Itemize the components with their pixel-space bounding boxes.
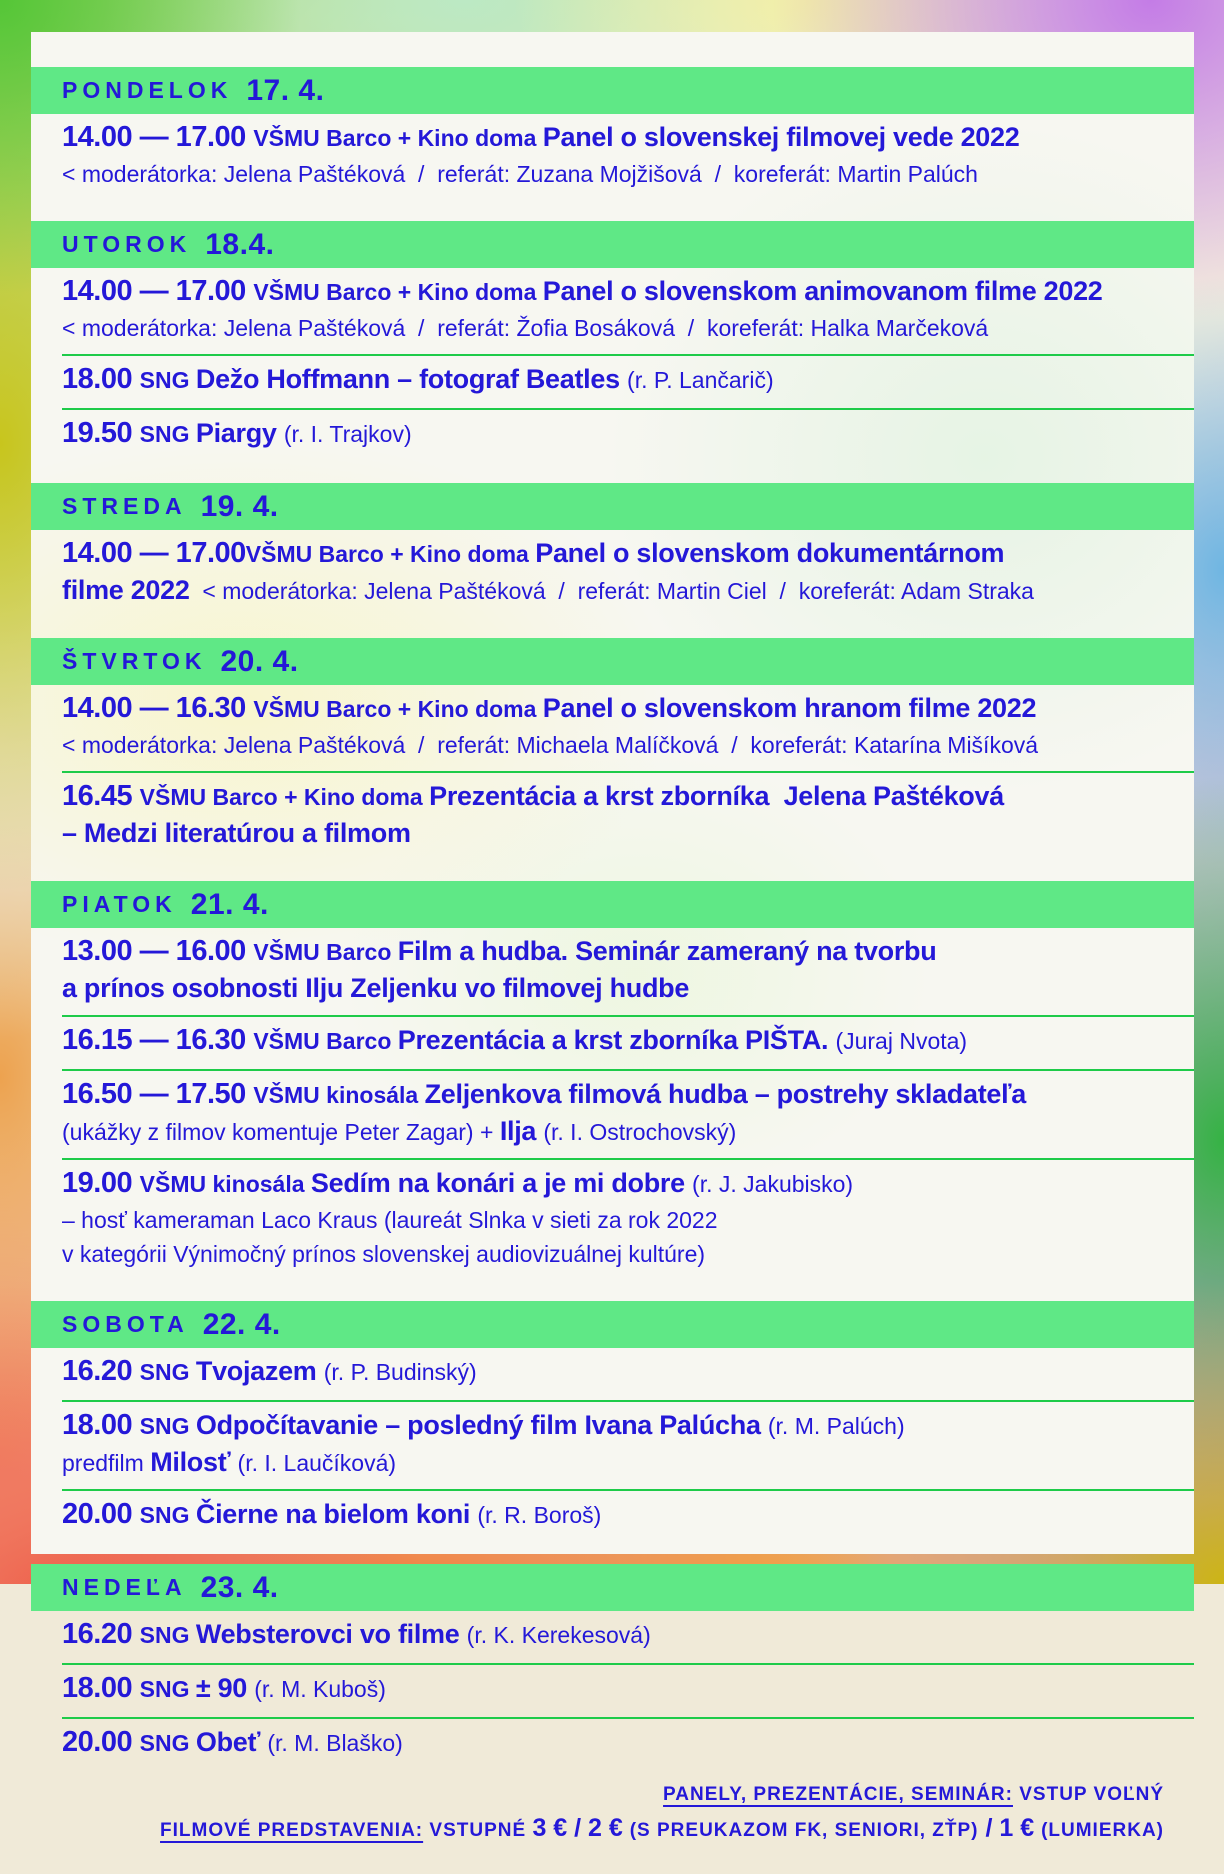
event-title: – Medzi literatúrou a filmom <box>62 818 411 848</box>
event-venue: VŠMU Barco + Kino doma <box>245 541 536 567</box>
event-venue: SNG <box>139 1676 196 1702</box>
event-text-line <box>62 313 1154 347</box>
event-text-line <box>62 1354 1154 1393</box>
day-name: NEDEĽA <box>62 1574 187 1600</box>
event-title: ± 90 <box>195 1673 255 1703</box>
event-text: (r. I. Laučíková) <box>237 1450 397 1476</box>
event-text-line <box>62 1408 1154 1447</box>
event-time: 19.50 <box>62 417 140 449</box>
footer-text: (LUMIERKA) <box>1041 1820 1164 1841</box>
event-row <box>31 268 1194 354</box>
event-text: (r. M. Kuboš) <box>254 1676 386 1702</box>
event-title: Panel o slovenskom dokumentárnom <box>535 538 1005 568</box>
event-row <box>31 356 1194 408</box>
event-venue: SNG <box>139 1359 196 1385</box>
event-venue: SNG <box>139 1413 196 1439</box>
event-row <box>31 114 1194 200</box>
event-text: (r. P. Budinský) <box>323 1359 477 1385</box>
event-time: 14.00 — 17.00 <box>62 121 254 153</box>
event-row <box>31 410 1194 462</box>
day-section-sobota <box>31 1301 1194 1543</box>
footer-line <box>31 1812 1164 1848</box>
event-venue: VŠMU kinosála <box>139 1171 311 1197</box>
event-title: filme 2022 <box>62 575 190 605</box>
event-text: (Juraj Nvota) <box>835 1028 968 1054</box>
day-name: UTOROK <box>62 231 192 257</box>
event-text-line <box>62 1077 1154 1116</box>
footer-text: VSTUPNÉ <box>423 1820 533 1841</box>
event-title: Panel o slovenskej filmovej vede 2022 <box>542 122 1020 152</box>
footer-pricing-info <box>31 1771 1194 1874</box>
day-name: STREDA <box>62 493 187 519</box>
event-row <box>31 685 1194 771</box>
event-text-line <box>62 691 1154 730</box>
event-text-line <box>62 1205 1154 1239</box>
event-venue: VŠMU Barco <box>253 1028 398 1054</box>
event-title: Odpočítavanie – posledný film Ivana Palúcha <box>195 1410 768 1440</box>
event-venue: VŠMU Barco + Kino doma <box>139 784 430 810</box>
event-title: Websterovci vo filme <box>195 1619 467 1649</box>
event-venue: SNG <box>139 1502 196 1528</box>
event-text: (ukážky z filmov komentuje Peter Zagar) + <box>62 1119 500 1145</box>
event-venue: VŠMU Barco + Kino doma <box>253 125 543 151</box>
event-time: 18.00 <box>62 1672 140 1704</box>
event-row <box>31 1665 1194 1717</box>
event-text-line <box>62 120 1154 159</box>
event-time: 18.00 <box>62 363 140 395</box>
day-section-utorok <box>31 221 1194 462</box>
event-venue: SNG <box>139 367 196 393</box>
event-row <box>31 1160 1194 1280</box>
event-text-line <box>62 575 1154 610</box>
event-row <box>31 1611 1194 1663</box>
event-time: 20.00 <box>62 1726 140 1758</box>
day-header <box>31 67 1194 114</box>
event-text: – hosť kameraman Laco Kraus (laureát Slnka v sieti za rok 2022 <box>62 1207 718 1233</box>
event-venue: VŠMU kinosála <box>253 1082 425 1108</box>
footer-price: / 1 € <box>978 1814 1042 1842</box>
event-venue: VŠMU Barco <box>253 939 398 965</box>
event-text: (r. M. Blaško) <box>267 1730 403 1756</box>
event-text: < moderátorka: Jelena Paštéková / referát: Michaela Malíčková / koreferát: Katarína Mišíková <box>62 732 1039 758</box>
event-time: 20.00 <box>62 1498 140 1530</box>
event-title: a prínos osobnosti Ilju Zeljenku vo filmovej hudbe <box>62 973 690 1003</box>
day-name: PIATOK <box>62 891 177 917</box>
event-title: Panel o slovenskom hranom filme 2022 <box>542 693 1037 723</box>
event-time: 16.20 <box>62 1355 140 1387</box>
program-sheet <box>31 32 1194 1842</box>
day-name: SOBOTA <box>62 1311 189 1337</box>
event-text-line <box>62 1725 1154 1764</box>
event-title: Film a hudba. Seminár zameraný na tvorbu <box>397 936 937 966</box>
event-text-line <box>62 1497 1154 1536</box>
day-date: 23. 4. <box>200 1570 279 1604</box>
event-row <box>31 530 1194 617</box>
event-title: Tvojazem <box>195 1356 324 1386</box>
day-name: ŠTVRTOK <box>62 648 207 674</box>
day-date: 20. 4. <box>220 644 299 678</box>
day-header <box>31 1564 1194 1611</box>
event-row <box>31 1719 1194 1771</box>
event-title: Dežo Hoffmann – fotograf Beatles <box>195 364 628 394</box>
event-time: 16.15 — 16.30 <box>62 1024 254 1056</box>
event-text-line <box>62 1671 1154 1710</box>
event-title: Ilja <box>499 1116 544 1146</box>
day-section-streda <box>31 483 1194 617</box>
event-text-line <box>62 1023 1154 1062</box>
event-time: 13.00 — 16.00 <box>62 935 254 967</box>
day-section-piatok <box>31 881 1194 1280</box>
event-text: (r. M. Palúch) <box>767 1413 905 1439</box>
footer-text: (S PREUKAZOM FK, SENIORI, ZŤP) <box>629 1820 979 1841</box>
event-time: 16.50 — 17.50 <box>62 1078 254 1110</box>
event-title: Milosť <box>150 1447 238 1477</box>
event-row <box>31 773 1194 860</box>
event-text: (r. P. Lančarič) <box>627 367 774 393</box>
day-header <box>31 638 1194 685</box>
event-row <box>31 928 1194 1015</box>
event-text: (r. R. Boroš) <box>477 1502 602 1528</box>
event-text: < moderátorka: Jelena Paštéková / referát: Zuzana Mojžišová / koreferát: Martin Palúch <box>62 161 978 187</box>
event-venue: SNG <box>139 421 196 447</box>
day-header <box>31 221 1194 268</box>
event-time: 18.00 <box>62 1409 140 1441</box>
event-text: (r. I. Ostrochovský) <box>543 1119 737 1145</box>
event-title: Panel o slovenskom animovanom filme 2022 <box>542 276 1103 306</box>
day-section-pondelok <box>31 67 1194 200</box>
day-date: 18.4. <box>205 227 275 261</box>
day-header <box>31 483 1194 530</box>
event-text-line <box>62 779 1154 818</box>
footer-price: 3 € / 2 € <box>532 1814 630 1842</box>
event-venue: VŠMU Barco + Kino doma <box>253 279 543 305</box>
event-text-line <box>62 1166 1154 1205</box>
event-title: Prezentácia a krst zborníka Jelena Paštéková <box>429 781 1004 811</box>
day-name: PONDELOK <box>62 77 233 103</box>
event-text: (r. I. Trajkov) <box>283 421 412 447</box>
event-row <box>31 1071 1194 1158</box>
program-schedule <box>31 32 1194 1771</box>
event-venue: SNG <box>139 1730 196 1756</box>
event-text-line <box>62 274 1154 313</box>
event-text-line <box>62 416 1154 455</box>
event-time: 16.45 <box>62 780 140 812</box>
day-header <box>31 1301 1194 1348</box>
event-row <box>31 1402 1194 1489</box>
event-row <box>31 1017 1194 1069</box>
event-text-line <box>62 1239 1154 1273</box>
event-row <box>31 1491 1194 1543</box>
event-text-line <box>62 1116 1154 1151</box>
event-venue: SNG <box>139 1622 196 1648</box>
day-date: 22. 4. <box>202 1307 281 1341</box>
event-text-line <box>62 536 1154 575</box>
event-text-line <box>62 730 1154 764</box>
day-date: 21. 4. <box>190 887 269 921</box>
event-text: v kategórii Výnimočný prínos slovenskej audiovizuálnej kultúre) <box>62 1241 706 1267</box>
event-title: Piargy <box>195 418 284 448</box>
event-title: Zeljenkova filmová hudba – postrehy skladateľa <box>424 1079 1026 1109</box>
event-time: 16.20 <box>62 1618 140 1650</box>
event-title: Čierne na bielom koni <box>195 1499 478 1529</box>
event-title: Prezentácia a krst zborníka PIŠTA. <box>397 1025 836 1055</box>
event-text: < moderátorka: Jelena Paštéková / referát: Martin Ciel / koreferát: Adam Straka <box>189 578 1034 604</box>
footer-underlined-label: PANELY, PREZENTÁCIE, SEMINÁR: <box>663 1784 1013 1805</box>
event-text-line <box>62 973 1154 1008</box>
event-time: 14.00 — 16.30 <box>62 692 254 724</box>
day-header <box>31 881 1194 928</box>
event-venue: VŠMU Barco + Kino doma <box>253 696 543 722</box>
event-text-line <box>62 1617 1154 1656</box>
event-text: predfilm <box>62 1450 151 1476</box>
event-text-line <box>62 1447 1154 1482</box>
event-row <box>31 1348 1194 1400</box>
event-title: Sedím na konári a je mi dobre <box>310 1168 693 1198</box>
event-text: (r. J. Jakubisko) <box>692 1171 854 1197</box>
event-time: 19.00 <box>62 1167 140 1199</box>
event-title: Obeť <box>195 1727 268 1757</box>
event-text: (r. K. Kerekesová) <box>466 1622 651 1648</box>
footer-text: VSTUP VOĽNÝ <box>1012 1784 1164 1805</box>
event-text-line <box>62 159 1154 193</box>
event-text-line <box>62 362 1154 401</box>
footer-line <box>31 1779 1164 1812</box>
day-section-štvrtok <box>31 638 1194 860</box>
event-text-line <box>62 934 1154 973</box>
footer-underlined-label: FILMOVÉ PREDSTAVENIA: <box>160 1820 424 1841</box>
day-section-nedeľa <box>31 1564 1194 1771</box>
day-date: 17. 4. <box>246 73 325 107</box>
event-time: 14.00 — 17.00 <box>62 537 246 569</box>
event-text-line <box>62 818 1154 853</box>
event-text: < moderátorka: Jelena Paštéková / referát: Žofia Bosáková / koreferát: Halka Marčeková <box>62 315 989 341</box>
day-date: 19. 4. <box>200 489 279 523</box>
event-time: 14.00 — 17.00 <box>62 275 254 307</box>
